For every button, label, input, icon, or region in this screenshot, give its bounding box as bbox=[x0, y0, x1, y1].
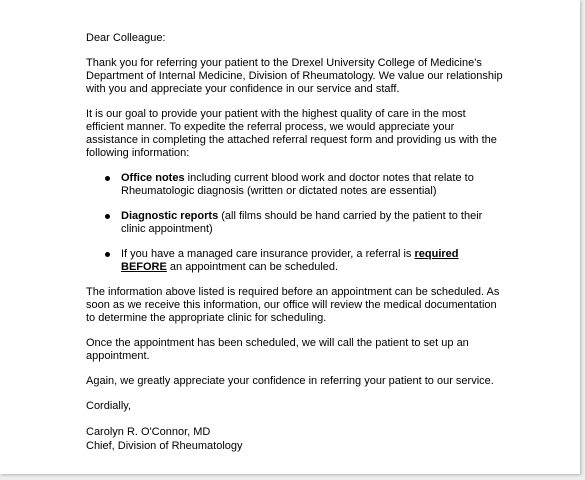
bullet-icon bbox=[105, 252, 110, 257]
paragraph-info-required: The information above listed is required before an appointment can be scheduled. As soon as we receive this information, our office will review the medical documentation to determine the appropriate clinic for scheduling. bbox=[86, 286, 500, 324]
office-notes-text: including current blood work and doctor notes that relate to Rheumatologic diagnosis (written or dictated notes are essential) bbox=[121, 172, 474, 197]
closing: Cordially, bbox=[86, 400, 132, 412]
paragraph-goal: It is our goal to provide your patient with the highest quality of care in the most efficient manner. To expedite the referral process, we would appreciate your assistance in completing the attached referral request form and providing us with the following information: bbox=[86, 108, 497, 159]
signature-name: Carolyn R. O'Connor, MD bbox=[86, 426, 211, 438]
managed-care-text-before: If you have a managed care insurance provider, a referral is bbox=[121, 248, 415, 260]
list-item-diagnostic-reports bbox=[86, 210, 506, 236]
required-info-list bbox=[86, 172, 506, 274]
list-item-office-notes bbox=[86, 172, 506, 198]
diagnostic-reports-label: Diagnostic reports bbox=[121, 210, 219, 222]
managed-care-text-after: an appointment can be scheduled. bbox=[166, 261, 339, 273]
bullet-icon bbox=[105, 176, 110, 181]
signature-block bbox=[86, 425, 506, 453]
bullet-icon bbox=[105, 214, 110, 219]
paragraph-intro: Thank you for referring your patient to the Drexel University College of Medicine's Department of Internal Medicine, Division of Rheumatology. We value our relationship with you and appreciate your confidence in our service and staff. bbox=[86, 57, 503, 95]
salutation: Dear Colleague: bbox=[86, 32, 166, 44]
referral-letter bbox=[86, 32, 506, 453]
diagnostic-reports-text: (all films should be hand carried by the patient to their clinic appointment) bbox=[121, 210, 483, 235]
signature-title: Chief, Division of Rheumatology bbox=[86, 440, 243, 452]
before-emphasis: BEFORE bbox=[121, 261, 167, 273]
office-notes-label: Office notes bbox=[121, 172, 185, 184]
list-item-managed-care bbox=[86, 248, 506, 274]
paragraph-scheduling: Once the appointment has been scheduled, we will call the patient to set up an appointment. bbox=[86, 337, 469, 362]
required-emphasis: required bbox=[414, 248, 459, 260]
paragraph-thanks: Again, we greatly appreciate your confidence in referring your patient to our service. bbox=[86, 375, 494, 387]
